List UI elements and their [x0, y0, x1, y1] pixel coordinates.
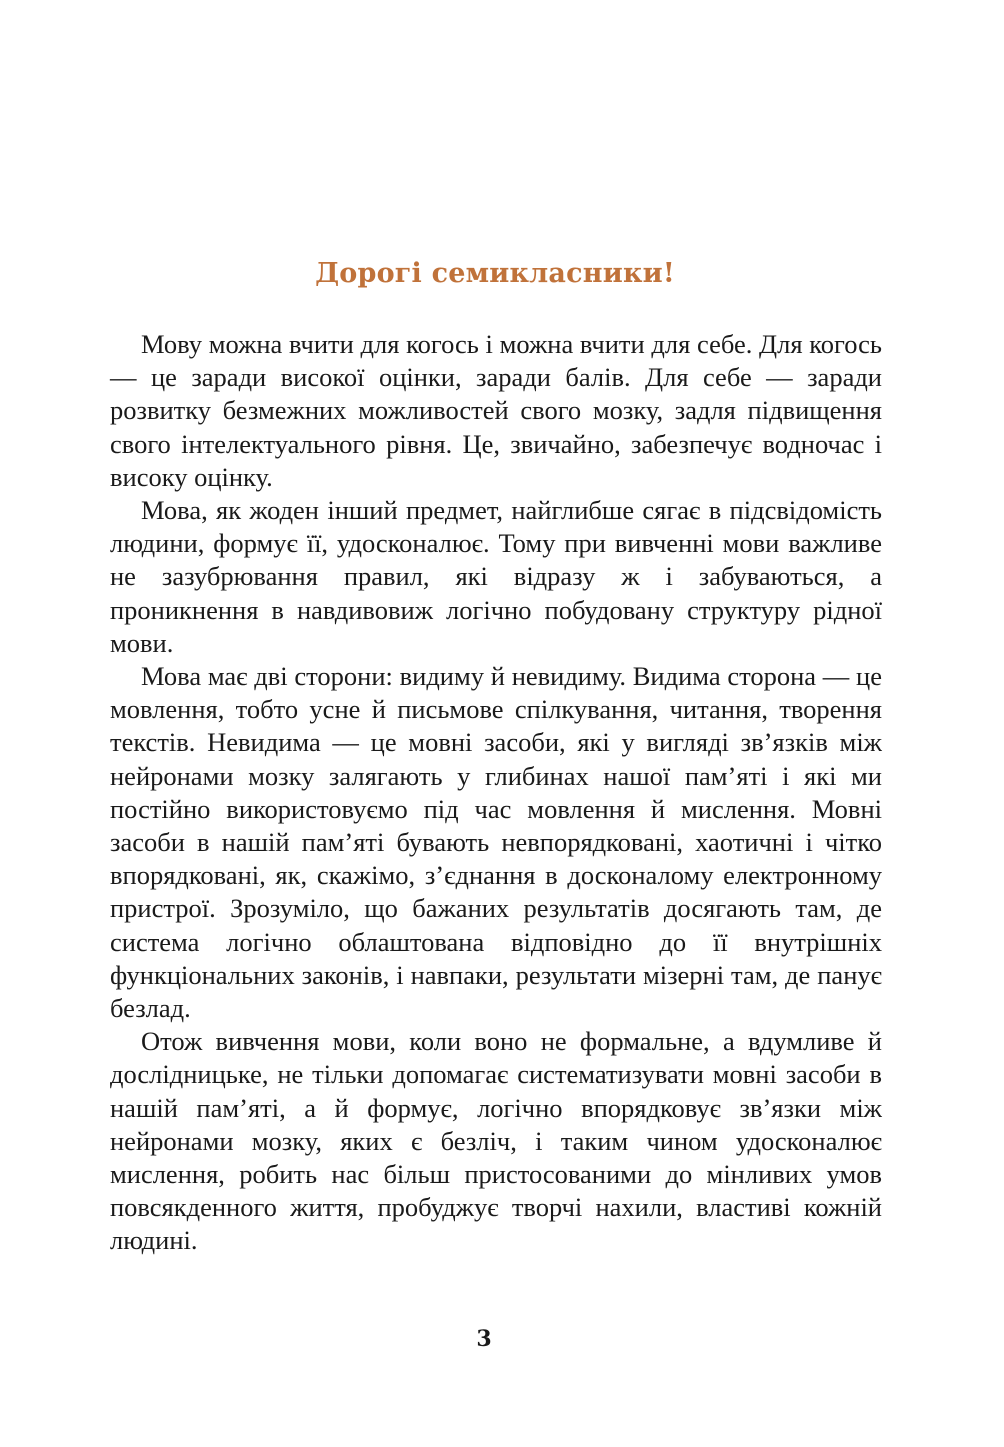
page-title: Дорогі семикласники!: [315, 258, 675, 289]
body-text: [110, 328, 882, 1258]
paragraph-1: Мову можна вчити для когось і можна вчити для себе. Для когось — це заради високої оцінки, заради балів. Для себе — заради розвитку безмежних можливостей свого мозку, задля підвищення свого інтелектуального рівня. Це, звичайно, забезпечує водночас і високу оцінку.: [110, 329, 882, 492]
page-number: 3: [476, 1326, 492, 1352]
paragraph-2: Мова, як жоден інший предмет, найглибше сягає в підсвідомість людини, формує її, удосконалює. Тому при вивченні мови важливе не зазубрювання правил, які відразу ж і забуваються, а проникнення в навдивовиж логічно побудовану структуру рідної мови.: [110, 495, 882, 658]
paragraph-4: Отож вивчення мови, коли воно не формальне, а вдумливе й дослідницьке, не тільки допомагає систематизувати мовні засоби в нашій пам’яті, а й формує, логічно впорядковує зв’язки між нейронами мозку, яких є безліч, і таким чином удосконалює мислення, робить нас більш пристосованими до мінливих умов повсякденного життя, пробуджує творчі нахили, властиві кожній людині.: [110, 1026, 882, 1256]
paragraph-3: Мова має дві сторони: видиму й невидиму. Видима сторона — це мовлення, тобто усне й письмове спілкування, читання, творення текстів. Невидима — це мовні засоби, які у вигляді зв’язків між нейронами мозку залягають у глибинах нашої пам’яті і які ми постійно використовуємо під час мовлення й мислення. Мовні засоби в нашій пам’яті бувають невпорядковані, хаотичні і чітко впорядковані, як, скажімо, з’єднання в досконалому електронному пристрої. Зрозуміло, що бажаних результатів досягають там, де система логічно облаштована відповідно до її внутрішніх функціональних законів, і навпаки, результати мізерні там, де панує безлад.: [110, 661, 882, 1024]
